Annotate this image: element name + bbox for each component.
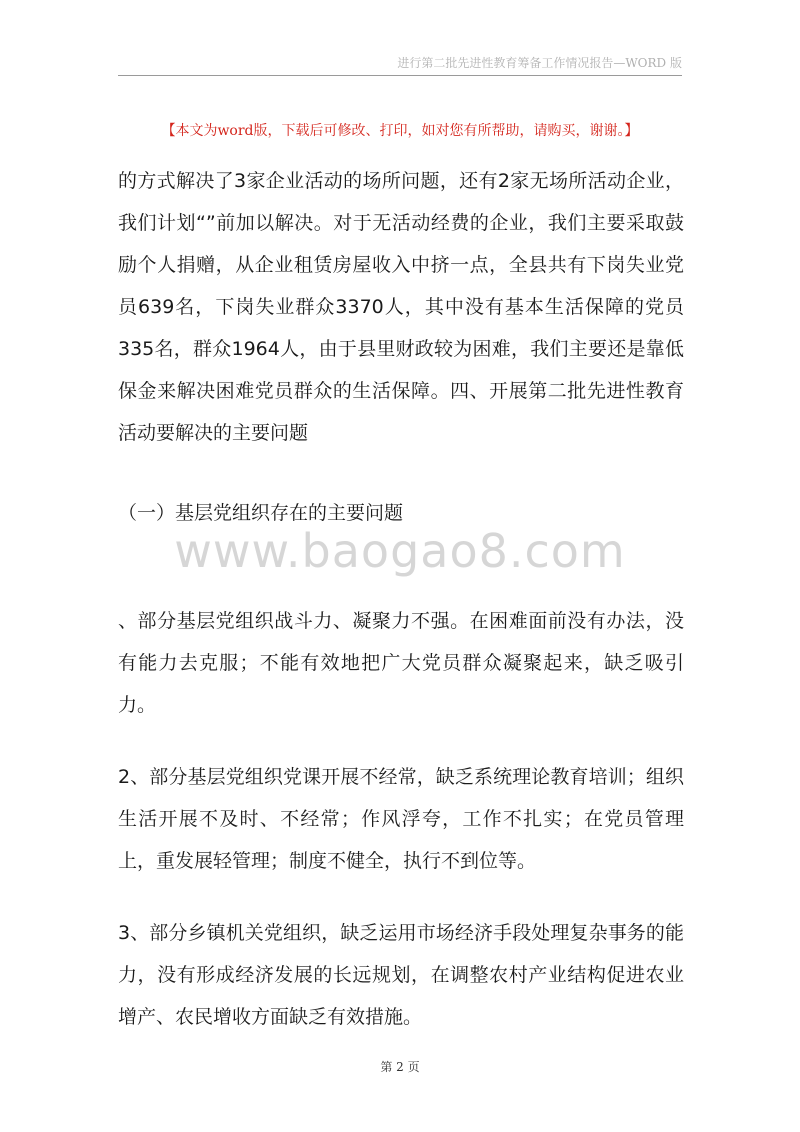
paragraph-4: 3、部分乡镇机关党组织，缺乏运用市场经济手段处理复杂事务的能力，没有形成经济发展的长远规划，在调整农村产业结构促进农业增产、农民增收方面缺乏有效措施。 — [118, 922, 684, 1028]
watermark: www.baogao8.com — [174, 524, 626, 578]
paragraph-1: 的方式解决了3家企业活动的场所问题，还有2家无场所活动企业，我们计划“”前加以解决。对于无活动经费的企业，我们主要采取鼓励个人捐赠，从企业租赁房屋收入中挤一点，全县共有下岗失业党员639名，下岗失业群众3370人，其中没有基本生活保障的党员335名，群众1964人，由于县里财政较为困难，我们主要还是靠低保金来解决困难党员群众的生活保障。四、开展第二批先进性教育活动要解决的主要问题 — [118, 170, 684, 444]
document-body — [118, 160, 684, 1038]
paragraph-3: 2、部分基层党组织党课开展不经常，缺乏系统理论教育培训；组织生活开展不及时、不经常；作风浮夸，工作不扎实；在党员管理上，重发展轻管理；制度不健全，执行不到位等。 — [118, 766, 684, 872]
page-header — [0, 0, 800, 80]
paragraph-2: 、部分基层党组织战斗力、凝聚力不强。在困难面前没有办法，没有能力去克服；不能有效地把广大党员群众凝聚起来，缺乏吸引力。 — [118, 610, 684, 716]
section-heading: （一）基层党组织存在的主要问题 — [118, 502, 404, 524]
header-rule — [118, 75, 682, 76]
header-title: 进行第二批先进性教育筹备工作情况报告—WORD 版 — [397, 56, 682, 70]
page-number: 第 2 页 — [380, 1060, 420, 1074]
download-notice: 【本文为word版，下载后可修改、打印，如对您有所帮助，请购买，谢谢。】 — [161, 123, 639, 139]
